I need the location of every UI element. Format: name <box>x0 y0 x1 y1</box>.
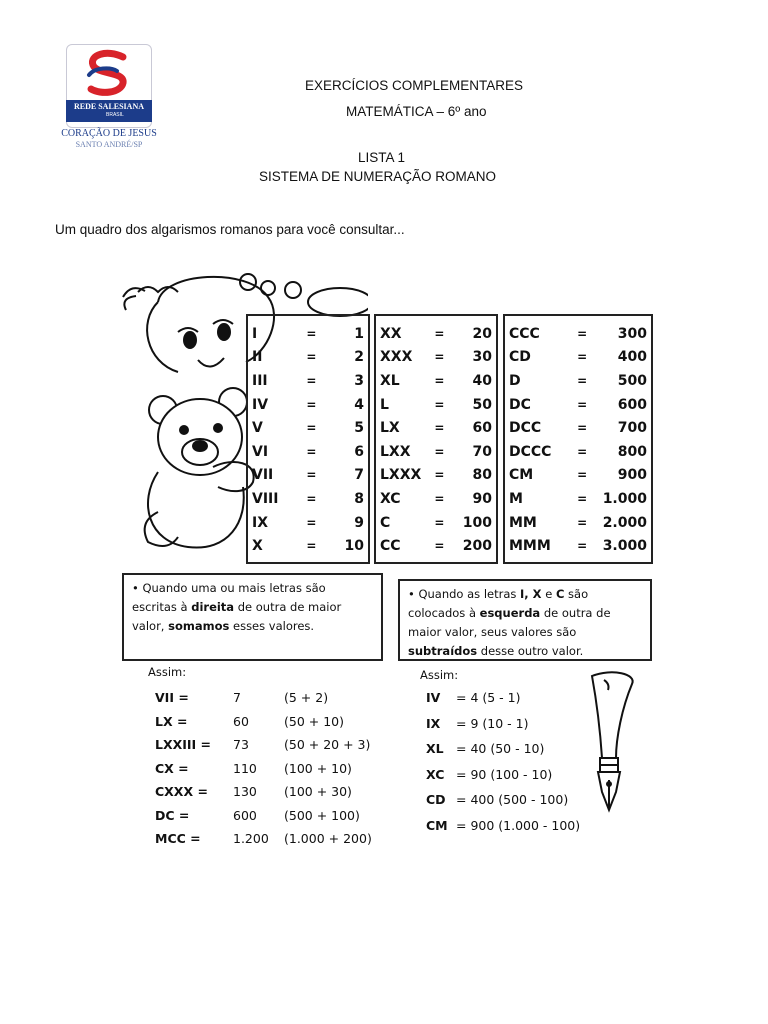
arabic-value: 70 <box>472 443 492 460</box>
example-expression: (5 + 2) <box>284 690 329 705</box>
example-expression: (100 + 10) <box>284 760 352 776</box>
roman-numeral: LXX <box>380 443 411 460</box>
rule-text: esses valores. <box>229 619 315 633</box>
table-row <box>252 369 364 393</box>
example-roman: XC <box>426 766 445 782</box>
arabic-value: 300 <box>617 325 647 342</box>
equals-sign: = <box>306 373 317 388</box>
fountain-pen-illustration <box>582 668 642 818</box>
roman-numeral: DCCC <box>509 443 552 460</box>
example-expression: (100 + 30) <box>284 784 352 799</box>
arabic-value: 50 <box>472 396 492 413</box>
arabic-value: 90 <box>472 490 492 507</box>
table-row <box>380 416 492 440</box>
rule-bold: C <box>555 587 565 601</box>
example-value: 110 <box>233 760 257 776</box>
rule-subtraction-box <box>398 579 652 661</box>
example-value: 7 <box>233 690 241 705</box>
rule-text: são colocados à <box>408 587 589 620</box>
equals-sign: = <box>306 539 317 554</box>
logo-school-name: CORAÇÃO DE JESUS <box>61 128 157 139</box>
example-expression: (50 + 20 + 3) <box>284 737 371 752</box>
table-row <box>252 346 364 370</box>
table-row <box>380 369 492 393</box>
roman-numeral: LX <box>380 420 400 437</box>
equals-sign: = <box>434 421 445 436</box>
arabic-value: 40 <box>472 372 492 389</box>
arabic-value: 20 <box>472 325 492 342</box>
arabic-value: 200 <box>462 538 492 555</box>
example-expression: = 40 (50 - 10) <box>456 741 545 756</box>
table-row <box>509 416 647 440</box>
equals-sign: = <box>306 515 317 530</box>
equals-sign: = <box>577 515 588 530</box>
bullet: • <box>408 587 415 601</box>
assim-label-add: Assim: <box>148 665 187 679</box>
rule-bold: somamos <box>168 619 230 633</box>
roman-numeral: M <box>509 490 523 507</box>
example-roman: CM <box>426 817 448 833</box>
roman-table-300-3000 <box>503 314 653 564</box>
equals-sign: = <box>306 397 317 412</box>
arabic-value: 80 <box>472 467 492 484</box>
example-expression: = 90 (100 - 10) <box>456 766 553 782</box>
table-row <box>380 511 492 535</box>
rule-addition-box <box>122 573 383 661</box>
rule-text: de outra de maior valor, <box>132 600 342 633</box>
example-roman: MCC = <box>155 831 201 846</box>
table-row <box>252 393 364 417</box>
example-roman: IV <box>426 690 441 705</box>
header-topic: SISTEMA DE NUMERAÇÃO ROMANO <box>259 169 497 184</box>
example-expression: = 400 (500 - 100) <box>456 792 569 807</box>
example-roman: LX = <box>155 713 188 729</box>
table-row <box>509 464 647 488</box>
rule-bold: subtraídos <box>408 644 478 658</box>
roman-numeral: DCC <box>509 420 542 437</box>
header-title: EXERCÍCIOS COMPLEMENTARES <box>305 78 524 93</box>
salesian-s-logo-icon <box>67 45 151 101</box>
example-expression: (1.000 + 200) <box>284 831 372 846</box>
example-expression: = 4 (5 - 1) <box>456 690 521 705</box>
assim-label-sub: Assim: <box>420 668 459 682</box>
arabic-value: 700 <box>617 420 647 437</box>
roman-numeral: III <box>252 372 268 389</box>
equals-sign: = <box>577 397 588 412</box>
roman-numeral: D <box>509 372 521 389</box>
roman-table-1-10 <box>246 314 370 564</box>
table-row <box>380 487 492 511</box>
roman-numeral: VIII <box>252 490 279 507</box>
equals-sign: = <box>434 373 445 388</box>
example-value: 1.200 <box>233 831 269 846</box>
rule-text: desse outro valor. <box>477 644 584 658</box>
rule-bold: esquerda <box>479 606 541 620</box>
table-row <box>252 322 364 346</box>
table-row <box>509 369 647 393</box>
arabic-value: 8 <box>354 490 364 507</box>
roman-numeral: II <box>252 349 263 366</box>
rule-text: e <box>541 587 556 601</box>
equals-sign: = <box>577 539 588 554</box>
table-row <box>380 393 492 417</box>
equals-sign: = <box>434 515 445 530</box>
example-roman: CD <box>426 792 446 807</box>
equals-sign: = <box>434 397 445 412</box>
logo-band-subtext: BRASIL <box>106 112 124 118</box>
equals-sign: = <box>577 373 588 388</box>
example-value: 60 <box>233 713 249 729</box>
roman-table-20-200 <box>374 314 498 564</box>
table-row <box>380 440 492 464</box>
roman-numeral: VII <box>252 467 274 484</box>
roman-numeral: V <box>252 420 263 437</box>
roman-numeral: LXXX <box>380 467 422 484</box>
rule-bold: direita <box>191 600 235 614</box>
equals-sign: = <box>306 468 317 483</box>
table-row <box>509 440 647 464</box>
arabic-value: 900 <box>617 467 647 484</box>
example-expression: = 900 (1.000 - 100) <box>456 817 581 833</box>
rule-text: Quando as letras <box>414 587 521 601</box>
equals-sign: = <box>577 421 588 436</box>
example-roman: VII = <box>155 690 189 705</box>
table-row <box>252 464 364 488</box>
roman-numeral: I <box>252 325 258 342</box>
example-value: 73 <box>233 737 249 752</box>
equals-sign: = <box>434 539 445 554</box>
roman-numeral: DC <box>509 396 531 413</box>
roman-numeral: L <box>380 396 389 413</box>
equals-sign: = <box>434 468 445 483</box>
example-expression: (500 + 100) <box>284 807 360 823</box>
table-row <box>509 393 647 417</box>
roman-numeral: IV <box>252 396 269 413</box>
logo-school-city: SANTO ANDRÉ/SP <box>75 140 143 149</box>
equals-sign: = <box>306 350 317 365</box>
roman-numeral: CC <box>380 538 401 555</box>
arabic-value: 1.000 <box>602 490 647 507</box>
roman-numeral: CCC <box>509 325 540 342</box>
roman-numeral: XL <box>380 372 400 389</box>
roman-numeral: IX <box>252 514 269 531</box>
roman-numeral: XX <box>380 325 402 342</box>
arabic-value: 3 <box>354 372 364 389</box>
arabic-value: 600 <box>617 396 647 413</box>
equals-sign: = <box>306 491 317 506</box>
equals-sign: = <box>306 421 317 436</box>
table-row <box>380 346 492 370</box>
equals-sign: = <box>434 350 445 365</box>
roman-numeral: C <box>380 514 391 531</box>
equals-sign: = <box>577 491 588 506</box>
table-row <box>252 416 364 440</box>
equals-sign: = <box>577 350 588 365</box>
table-row <box>380 534 492 558</box>
example-expression: (50 + 10) <box>284 713 344 729</box>
equals-sign: = <box>434 326 445 341</box>
arabic-value: 800 <box>617 443 647 460</box>
table-row <box>380 322 492 346</box>
arabic-value: 6 <box>354 443 364 460</box>
table-row <box>252 487 364 511</box>
table-row <box>252 440 364 464</box>
table-row <box>509 322 647 346</box>
rule-text: Quando uma ou mais letras são escritas à <box>132 581 326 614</box>
arabic-value: 9 <box>354 514 364 531</box>
example-roman: XL <box>426 741 444 756</box>
equals-sign: = <box>434 444 445 459</box>
table-row <box>509 511 647 535</box>
equals-sign: = <box>577 326 588 341</box>
header-subject: MATEMÁTICA – 6º ano <box>346 104 487 119</box>
roman-numeral: CM <box>509 467 534 484</box>
rule-bold: I, X <box>520 587 542 601</box>
logo-band-text: REDE SALESIANA <box>73 102 145 111</box>
example-roman: DC = <box>155 807 190 823</box>
intro-text: Um quadro dos algarismos romanos para você consultar... <box>55 222 405 237</box>
school-logo <box>61 44 157 149</box>
roman-numeral: XC <box>380 490 401 507</box>
arabic-value: 5 <box>354 420 364 437</box>
table-row <box>509 346 647 370</box>
arabic-value: 1 <box>354 325 364 342</box>
arabic-value: 30 <box>472 349 492 366</box>
equals-sign: = <box>306 326 317 341</box>
roman-numeral: CD <box>509 349 531 366</box>
table-row <box>509 487 647 511</box>
table-row <box>380 464 492 488</box>
arabic-value: 2.000 <box>602 514 647 531</box>
arabic-value: 400 <box>617 349 647 366</box>
equals-sign: = <box>577 444 588 459</box>
arabic-value: 7 <box>354 467 364 484</box>
example-roman: CX = <box>155 760 189 776</box>
equals-sign: = <box>577 468 588 483</box>
arabic-value: 10 <box>344 538 364 555</box>
bullet: • <box>132 581 139 595</box>
example-roman: CXXX = <box>155 784 208 799</box>
example-value: 600 <box>233 807 257 823</box>
equals-sign: = <box>306 444 317 459</box>
example-value: 130 <box>233 784 257 799</box>
example-roman: IX <box>426 715 441 731</box>
roman-numeral: MMM <box>509 538 551 555</box>
roman-numeral: VI <box>252 443 269 460</box>
header-list-number: LISTA 1 <box>358 150 406 165</box>
arabic-value: 60 <box>472 420 492 437</box>
roman-numeral: MM <box>509 514 537 531</box>
arabic-value: 2 <box>354 349 364 366</box>
example-roman: LXXIII = <box>155 737 212 752</box>
roman-numeral: XXX <box>380 349 413 366</box>
arabic-value: 3.000 <box>602 538 647 555</box>
arabic-value: 100 <box>462 514 492 531</box>
equals-sign: = <box>434 491 445 506</box>
example-expression: = 9 (10 - 1) <box>456 715 529 731</box>
table-row <box>252 534 364 558</box>
rule-text: de outra de maior valor, seus valores são <box>408 606 611 639</box>
table-row <box>252 511 364 535</box>
roman-numeral: X <box>252 538 263 555</box>
arabic-value: 4 <box>354 396 364 413</box>
table-row <box>509 534 647 558</box>
arabic-value: 500 <box>617 372 647 389</box>
